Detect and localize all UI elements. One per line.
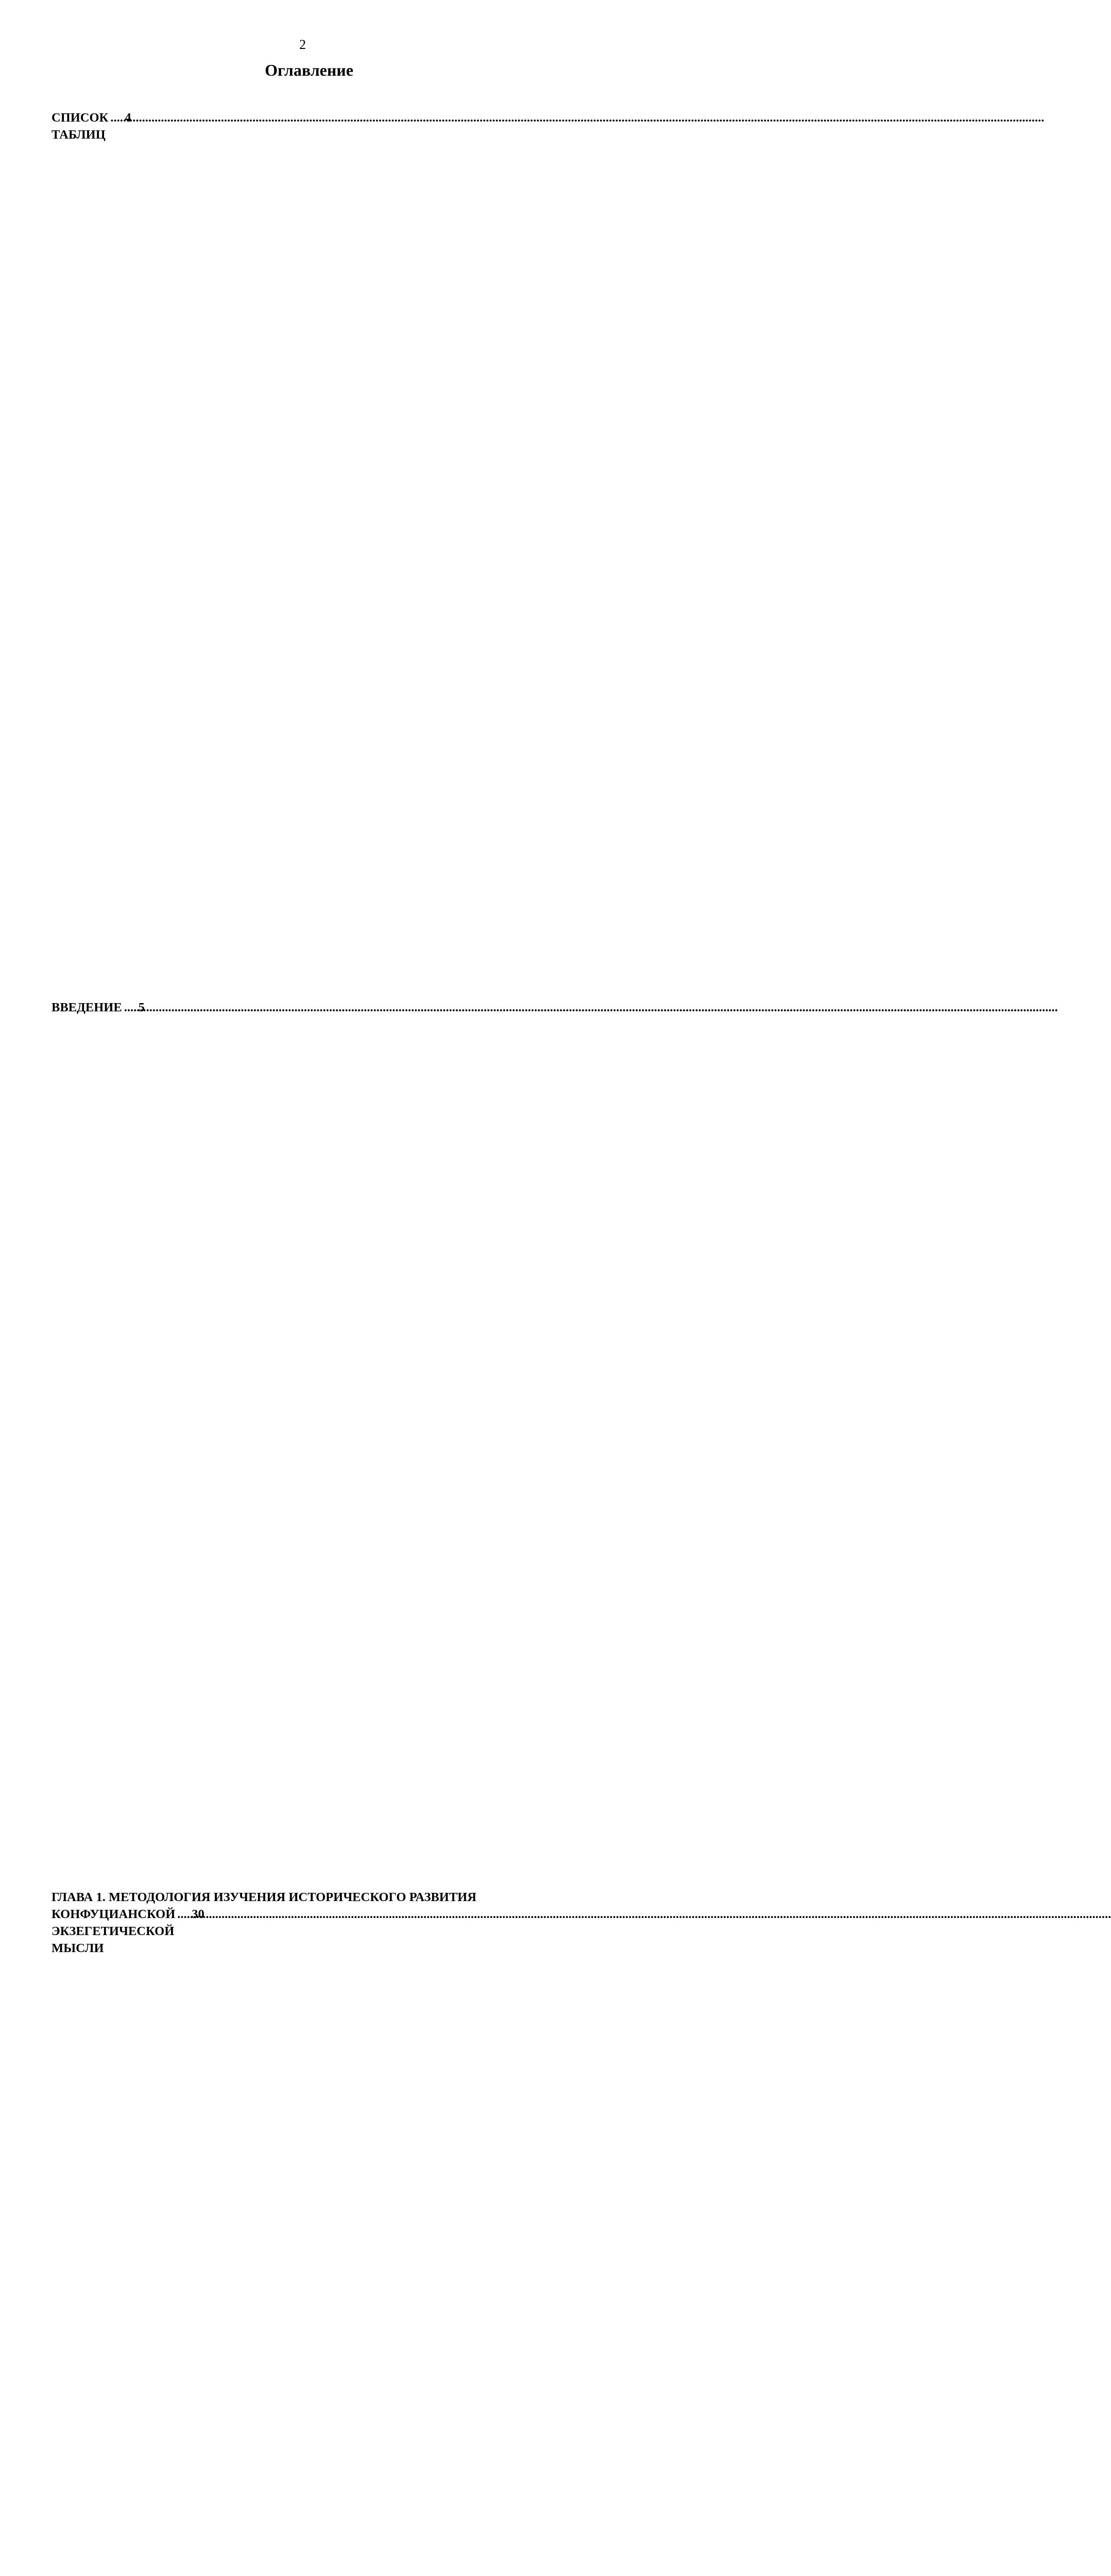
toc-entry-list-of-tables[interactable]: СПИСОК ТАБЛИЦ ..... 4 [52, 109, 570, 984]
document-page [0, 0, 618, 1955]
table-of-contents [52, 109, 570, 2576]
toc-entry-introduction[interactable]: ВВЕДЕНИЕ ..... 5 [52, 999, 570, 1873]
toc-entry-chapter-1[interactable]: ГЛАВА 1. МЕТОДОЛОГИЯ ИЗУЧЕНИЯ ИСТОРИЧЕСКОГО РАЗВИТИЯ КОНФУЦИАНСКОЙ ЭКЗЕГЕТИЧЕСКОЙ МЫСЛИ ..... 30 [52, 1889, 570, 2576]
toc-title: Оглавление [265, 61, 353, 79]
page-number: 2 [299, 37, 306, 52]
